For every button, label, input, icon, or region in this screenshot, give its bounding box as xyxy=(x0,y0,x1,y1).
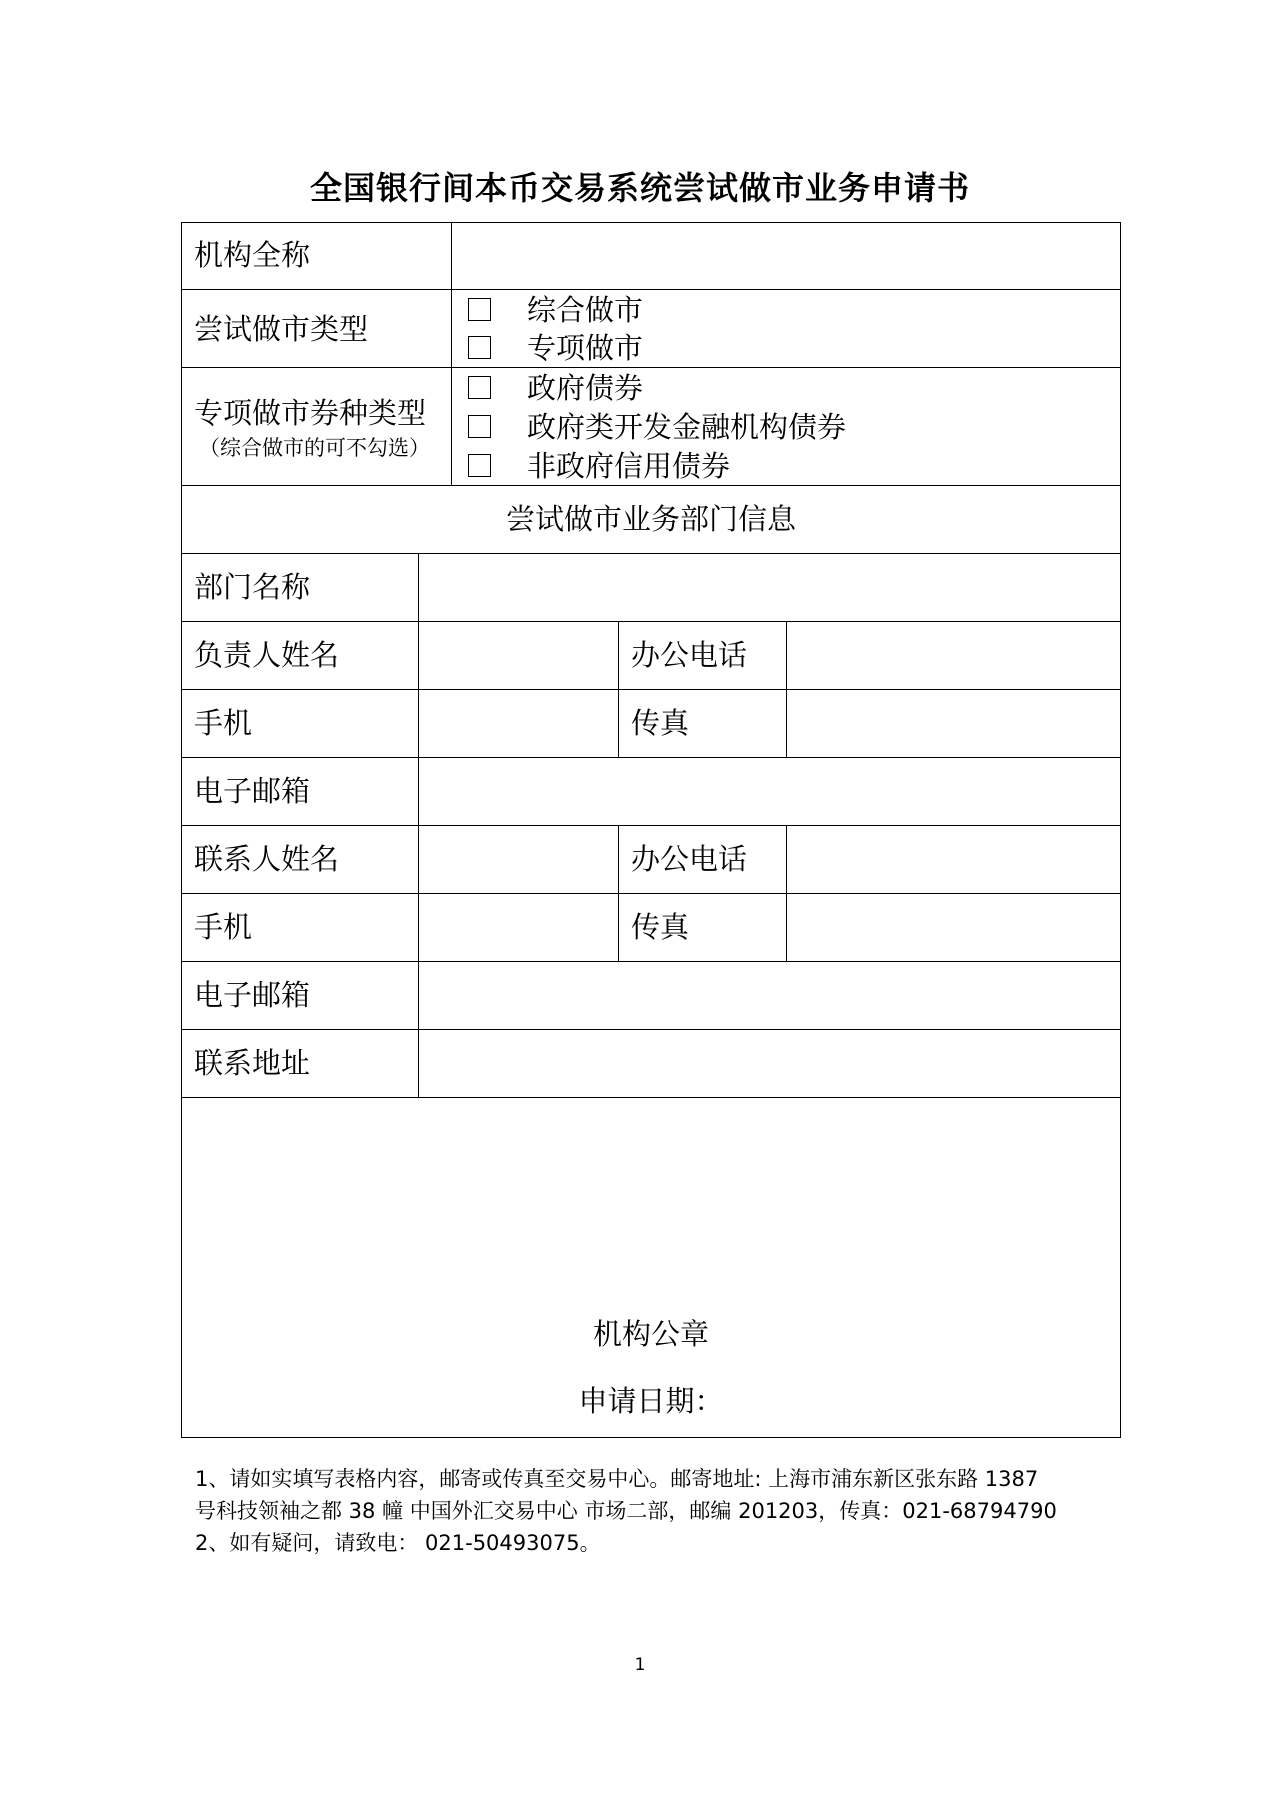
dept-section-heading: 尝试做市业务部门信息 xyxy=(505,502,796,536)
row-divider xyxy=(181,689,1121,690)
page-title: 全国银行间本币交易系统尝试做市业务申请书 xyxy=(309,169,970,207)
checkbox-icon[interactable] xyxy=(468,376,491,399)
column-divider xyxy=(418,553,419,1097)
column-divider xyxy=(618,621,619,757)
option-label: 政府类开发金融机构债券 xyxy=(527,410,847,444)
note-line: 1、请如实填写表格内容，邮寄或传真至交易中心。邮寄地址: 上海市浦东新区张东路 1387 xyxy=(195,1467,1039,1491)
column-divider xyxy=(786,621,787,757)
leader-mobile-label: 手机 xyxy=(194,706,253,740)
note-line: 号科技领袖之都 38 幢 中国外汇交易中心 市场二部，邮编 201203，传真：021-68794790 xyxy=(195,1499,1057,1523)
note-line: 2、如有疑问，请致电： 021-50493075。 xyxy=(195,1531,601,1555)
row-divider xyxy=(181,367,1121,368)
contact-fax-field[interactable] xyxy=(789,895,1118,959)
contact-address-label: 联系地址 xyxy=(194,1046,311,1080)
column-divider xyxy=(786,825,787,961)
row-divider xyxy=(181,1029,1121,1030)
contact-office-phone-label: 办公电话 xyxy=(631,842,748,876)
institution-name-field[interactable] xyxy=(454,224,1118,287)
row-divider xyxy=(181,289,1121,290)
option-label: 专项做市 xyxy=(527,331,644,365)
bond-type-note: （综合做市的可不勾选） xyxy=(199,436,430,460)
option-policy-bank-bonds[interactable] xyxy=(468,410,846,444)
row-divider xyxy=(181,553,1121,554)
contact-mobile-label: 手机 xyxy=(194,910,253,944)
row-divider xyxy=(181,893,1121,894)
leader-office-phone-field[interactable] xyxy=(789,623,1118,687)
leader-email-field[interactable] xyxy=(421,759,1118,823)
application-date-label: 申请日期： xyxy=(578,1384,724,1418)
contact-office-phone-field[interactable] xyxy=(789,827,1118,891)
contact-address-field[interactable] xyxy=(421,1031,1118,1095)
column-divider xyxy=(618,825,619,961)
page-number: 1 xyxy=(634,1655,646,1675)
checkbox-icon[interactable] xyxy=(468,336,491,359)
row-divider xyxy=(181,621,1121,622)
leader-email-label: 电子邮箱 xyxy=(194,774,311,808)
row-divider xyxy=(181,961,1121,962)
option-label: 非政府信用债券 xyxy=(527,449,731,483)
contact-mobile-field[interactable] xyxy=(421,895,616,959)
leader-fax-label: 传真 xyxy=(631,706,690,740)
row-divider xyxy=(181,757,1121,758)
leader-fax-field[interactable] xyxy=(789,691,1118,755)
row-divider xyxy=(181,1097,1121,1098)
institution-seal-label: 机构公章 xyxy=(592,1317,709,1351)
contact-email-label: 电子邮箱 xyxy=(194,978,311,1012)
option-label: 综合做市 xyxy=(527,293,644,327)
row-divider xyxy=(181,825,1121,826)
bond-type-label: 专项做市券种类型 xyxy=(194,396,427,430)
contact-fax-label: 传真 xyxy=(631,910,690,944)
column-divider xyxy=(451,222,452,485)
market-making-type-label: 尝试做市类型 xyxy=(194,312,369,346)
option-label: 政府债券 xyxy=(527,371,644,405)
option-comprehensive-mm[interactable] xyxy=(468,293,643,327)
contact-name-field[interactable] xyxy=(421,827,616,891)
checkbox-icon[interactable] xyxy=(468,415,491,438)
dept-name-field[interactable] xyxy=(421,555,1118,619)
leader-name-label: 负责人姓名 xyxy=(194,638,340,672)
contact-name-label: 联系人姓名 xyxy=(194,842,340,876)
row-divider xyxy=(181,485,1121,486)
institution-name-label: 机构全称 xyxy=(194,238,311,272)
checkbox-icon[interactable] xyxy=(468,454,491,477)
contact-email-field[interactable] xyxy=(421,963,1118,1027)
leader-office-phone-label: 办公电话 xyxy=(631,638,748,672)
option-special-mm[interactable] xyxy=(468,331,643,365)
dept-name-label: 部门名称 xyxy=(194,570,311,604)
checkbox-icon[interactable] xyxy=(468,298,491,321)
leader-name-field[interactable] xyxy=(421,623,616,687)
option-non-government-credit-bonds[interactable] xyxy=(468,449,730,483)
leader-mobile-field[interactable] xyxy=(421,691,616,755)
option-government-bonds[interactable] xyxy=(468,371,643,405)
